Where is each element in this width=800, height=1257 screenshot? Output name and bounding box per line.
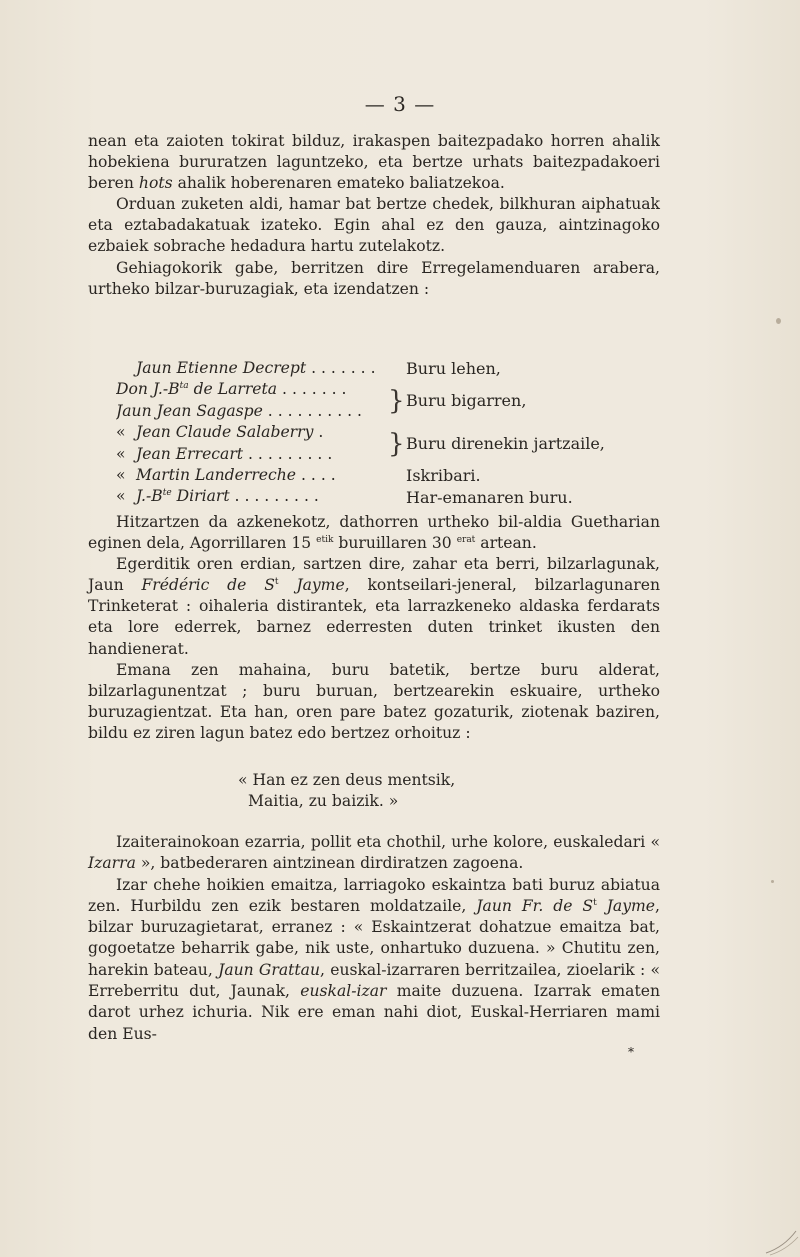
lower-paragraph-1: Izaiterainokoan ezarria, pollit eta chothil, urhe kolore, euskaledari « Izarra », batbederaren aintzinean dirdiratzen zagoena. (88, 833, 660, 873)
officer-name: « Jean Errecart . . . . . . . . . (116, 444, 333, 463)
middle-paragraph-1: Hitzartzen da azkenekotz, dathorren urtheko bil-aldia Guetharian eginen dela, Agorrillaren 15 $^{etik}$ buruillaren 30 $^{erat}$ artean. (88, 513, 660, 553)
officer-name: « Martin Landerreche . . . . (116, 465, 336, 484)
verse-quote (238, 770, 455, 812)
intro-paragraph-1: nean eta zaioten tokirat bilduz, irakaspen baitezpadako horren ahalik hobekiena bururatzen laguntzeko, eta bertze urhats baitezpadakoeri beren hots ahalik hoberenaren emateko baliatzekoa. (88, 132, 660, 193)
brace-icon: } (388, 385, 405, 416)
brace-icon: } (388, 428, 405, 459)
lower-paragraph-2: Izar chehe hoikien emaitza, larriagoko eskaintza bati buruz abiatua zen. Hurbildu zen ezik bestaren moldatzaile, Jaun Fr. de $S^t$ Jayme, bilzar buruzagietarat, erranez : « Eskaintzerat dohatzue emaitza bat, gogoetatze beharrik gabe, nik uste, onhartuko duzuena. » Chutitu zen, harekin bateau, Jaun Grattau, euskal-izarraren berritzailea, zioelarik : « Erreberritu dut, Jaunak, euskal-izar maite duzuena. Izarrak ematen darot urhez ichuria. Nik ere eman nahi diot, Euskal-Herriaren mami den Eus- (88, 875, 660, 1043)
officer-name: Jaun Etienne Decrept . . . . . . . (136, 359, 376, 377)
officer-row (116, 465, 636, 486)
page-corner-curl (760, 1217, 800, 1257)
middle-paragraph-3: Emana zen mahaina, buru batetik, bertze buru alderat, bilzarlagunentzat ; buru buruan, bertzearekin eskuaire, urtheko buruzagientzat. Eta han, oren pare batez gozaturik, ziotenak baziren, bildu ez ziren lagun batez edo bertzez orhoituz : (88, 660, 660, 742)
officers-list (116, 358, 636, 508)
page-number: — 3 — (364, 92, 436, 116)
intro-paragraph-2: Orduan zuketen aldi, hamar bat bertze chedek, bilkhuran aiphatuak eta eztabadakatuak izateko. Egin ahal ez den gauza, aintzinagoko ezbaiek sobrache hedadura hartu zutelakotz. (88, 195, 660, 256)
paper-stain (776, 318, 781, 324)
middle-paragraph-2: Egerditik oren erdian, sartzen dire, zahar eta berri, bilzarlagunak, Jaun Frédéric de $S^t$ Jayme, kontseilari-jeneral, bilzarlagunaren Trinketerat : oihaleria distirantek, eta larrazkeneko aldaska ferdarats eta lore ederrek, barnez ederresten duten trinket ikusten den handienerat. (88, 555, 660, 658)
officer-name: Jaun Jean Sagaspe . . . . . . . . . . (116, 401, 362, 420)
paper-stain (771, 880, 774, 883)
officer-row (116, 358, 636, 379)
officer-role: Iskribari. (406, 466, 481, 486)
officer-row (116, 379, 636, 422)
officer-name: « Jean Claude Salaberry . (116, 423, 324, 442)
officer-row (116, 422, 636, 465)
officer-role: Har-emanaren buru. (406, 487, 573, 507)
officer-name: « $J.-B^{te}$ Diriart . . . . . . . . . (116, 487, 319, 506)
verse-line: Maitia, zu baizik. » (248, 792, 399, 810)
middle-text (88, 512, 660, 744)
footnote-mark: * (628, 1045, 634, 1059)
officer-row (116, 486, 636, 507)
officer-role: Buru direnekin jartzaile, (406, 434, 605, 454)
officer-name: Don $J.-B^{ta}$ de Larreta . . . . . . . (116, 380, 347, 399)
officer-role: Buru bigarren, (406, 391, 527, 411)
lower-text (88, 832, 660, 1045)
intro-paragraph-3: Gehiagokorik gabe, berritzen dire Erregelamenduaren arabera, urtheko bilzar-buruzagiak, eta izendatzen : (88, 258, 660, 298)
officer-role: Buru lehen, (406, 359, 501, 379)
intro-text (88, 131, 660, 300)
verse-line: « Han ez zen deus mentsik, (238, 771, 456, 789)
